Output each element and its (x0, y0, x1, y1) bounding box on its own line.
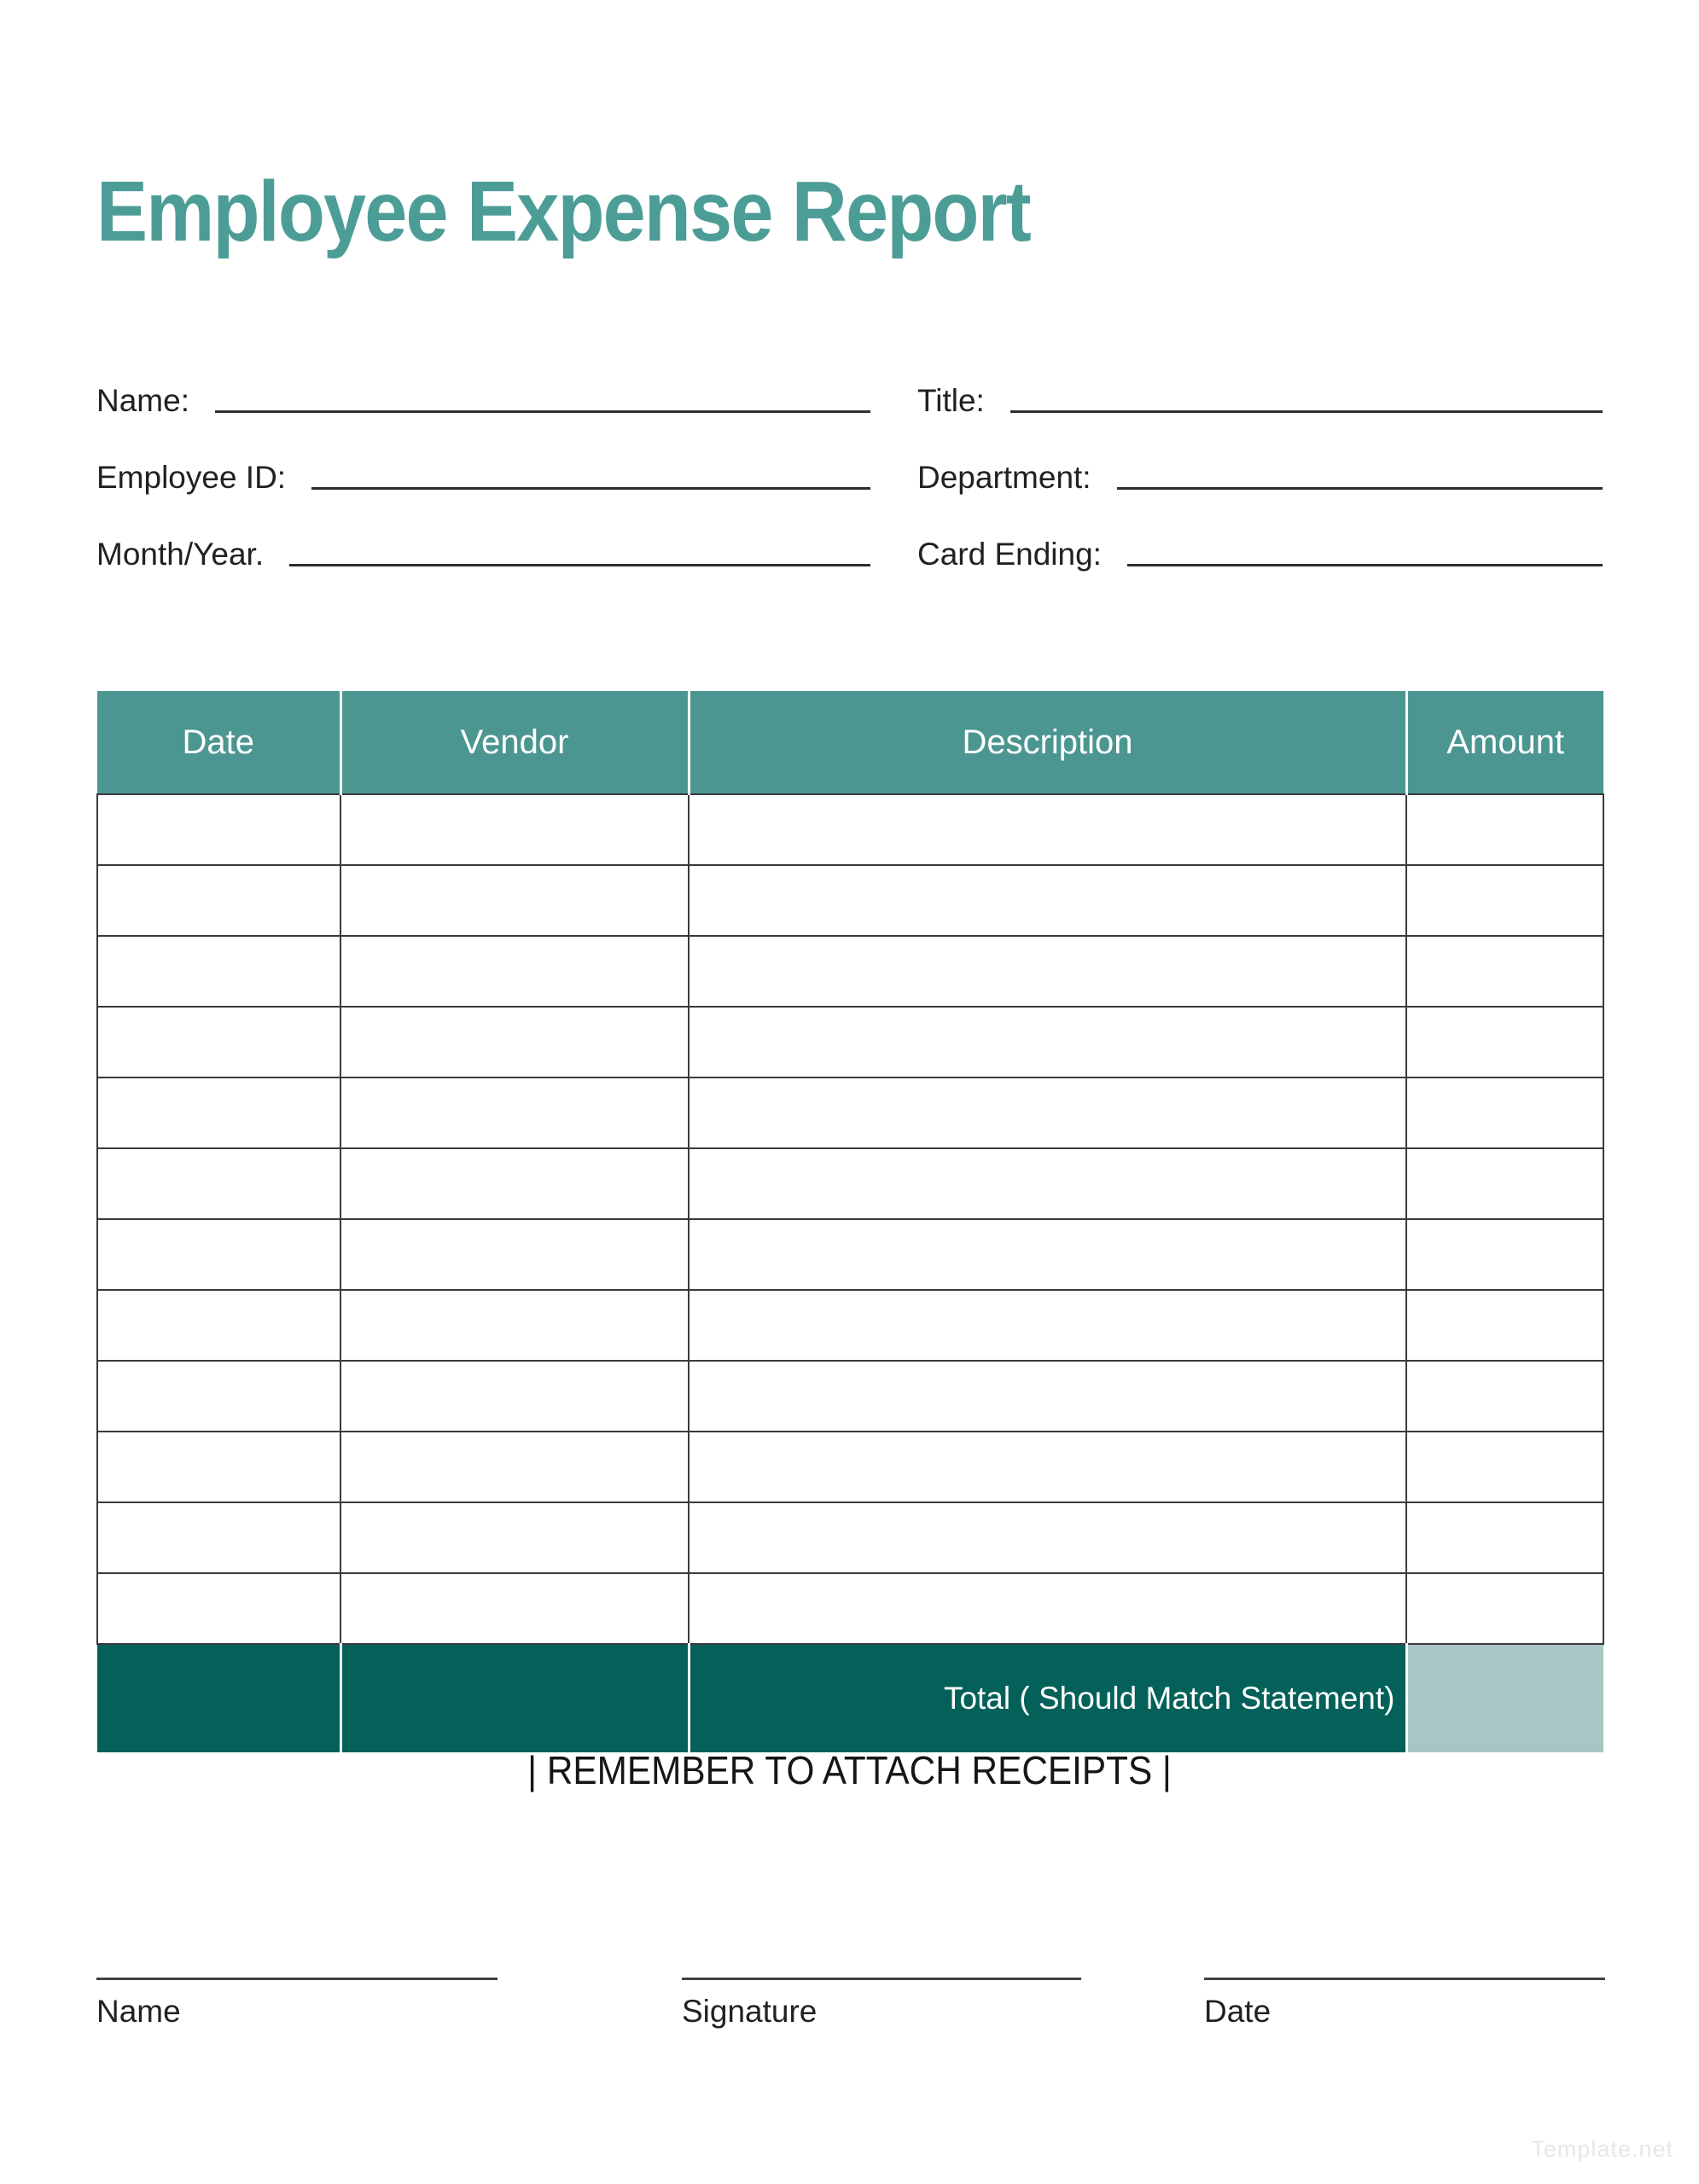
info-fields (96, 341, 1603, 572)
signature-block-date (1204, 1978, 1605, 2030)
table-cell (1406, 1502, 1603, 1573)
table-cell (340, 1219, 689, 1290)
table-cell (1406, 1290, 1603, 1361)
field-employee-id (96, 418, 870, 495)
field-card-ending-line (1127, 528, 1603, 566)
total-row-spacer-date (97, 1644, 340, 1752)
field-title (917, 341, 1603, 418)
column-header-amount: Amount (1406, 691, 1603, 794)
expense-table-body (97, 794, 1603, 1644)
field-name-line (215, 375, 870, 413)
table-cell (97, 1432, 340, 1502)
table-cell (340, 794, 689, 865)
table-cell (1406, 1077, 1603, 1148)
table-cell (97, 1573, 340, 1644)
signature-block-name (96, 1978, 497, 2030)
total-row (97, 1644, 1603, 1752)
table-row (97, 1219, 1603, 1290)
table-cell (97, 794, 340, 865)
table-cell (97, 936, 340, 1007)
field-department-line (1117, 451, 1603, 490)
table-row (97, 1290, 1603, 1361)
expense-table-header (97, 691, 1603, 794)
total-label: Total ( Should Match Statement) (689, 1644, 1406, 1752)
field-card-ending-label: Card Ending: (917, 536, 1102, 572)
table-row (97, 1432, 1603, 1502)
table-cell (97, 1077, 340, 1148)
table-row (97, 936, 1603, 1007)
table-row (97, 1148, 1603, 1219)
table-cell (689, 936, 1406, 1007)
field-department (917, 418, 1603, 495)
field-title-label: Title: (917, 382, 985, 418)
header-row (97, 691, 1603, 794)
field-card-ending (917, 495, 1603, 572)
table-cell (689, 1361, 1406, 1432)
expense-table-footer (97, 1644, 1603, 1752)
table-row (97, 1502, 1603, 1573)
table-cell (97, 1361, 340, 1432)
table-cell (689, 1502, 1406, 1573)
attach-receipts-note: | REMEMBER TO ATTACH RECEIPTS | (527, 1748, 1172, 1792)
table-cell (340, 1007, 689, 1077)
table-cell (97, 1502, 340, 1573)
table-cell (340, 1432, 689, 1502)
table-row (97, 1361, 1603, 1432)
field-department-label: Department: (917, 459, 1091, 495)
table-cell (689, 1290, 1406, 1361)
signature-block-signature (682, 1978, 1081, 2030)
table-cell (689, 1077, 1406, 1148)
table-cell (689, 1573, 1406, 1644)
table-cell (340, 1077, 689, 1148)
table-cell (340, 936, 689, 1007)
table-row (97, 794, 1603, 865)
table-cell (340, 1290, 689, 1361)
table-cell (689, 794, 1406, 865)
table-cell (340, 1573, 689, 1644)
field-name (96, 341, 870, 418)
table-cell (97, 1148, 340, 1219)
table-cell (1406, 794, 1603, 865)
field-month-year-line (289, 528, 870, 566)
field-name-label: Name: (96, 382, 189, 418)
field-month-year (96, 495, 870, 572)
watermark: Template.net (1531, 2136, 1673, 2162)
signature-signature-label: Signature (682, 1994, 817, 2029)
table-row (97, 1007, 1603, 1077)
field-month-year-label: Month/Year. (96, 536, 265, 572)
table-cell (97, 1007, 340, 1077)
table-cell (689, 865, 1406, 936)
table-cell (97, 865, 340, 936)
table-row (97, 865, 1603, 936)
table-cell (1406, 936, 1603, 1007)
field-employee-id-label: Employee ID: (96, 459, 287, 495)
page-title: Employee Expense Report (96, 164, 1030, 259)
column-header-description: Description (689, 691, 1406, 794)
total-row-spacer-vendor (340, 1644, 689, 1752)
table-cell (97, 1290, 340, 1361)
signature-date-label: Date (1204, 1994, 1271, 2029)
column-header-vendor: Vendor (340, 691, 689, 794)
total-amount-cell (1406, 1644, 1603, 1752)
field-title-line (1010, 375, 1603, 413)
table-cell (1406, 865, 1603, 936)
signature-name-label: Name (96, 1994, 181, 2029)
table-cell (97, 1219, 340, 1290)
table-cell (1406, 1148, 1603, 1219)
table-cell (340, 1148, 689, 1219)
table-cell (340, 1502, 689, 1573)
table-cell (689, 1148, 1406, 1219)
table-row (97, 1077, 1603, 1148)
table-cell (1406, 1007, 1603, 1077)
table-cell (340, 1361, 689, 1432)
table-cell (1406, 1432, 1603, 1502)
table-cell (689, 1432, 1406, 1502)
expense-table (96, 691, 1604, 1752)
table-cell (689, 1219, 1406, 1290)
table-cell (1406, 1573, 1603, 1644)
table-cell (1406, 1219, 1603, 1290)
column-header-date: Date (97, 691, 340, 794)
field-employee-id-line (311, 451, 870, 490)
table-cell (1406, 1361, 1603, 1432)
table-cell (340, 865, 689, 936)
table-row (97, 1573, 1603, 1644)
table-cell (689, 1007, 1406, 1077)
